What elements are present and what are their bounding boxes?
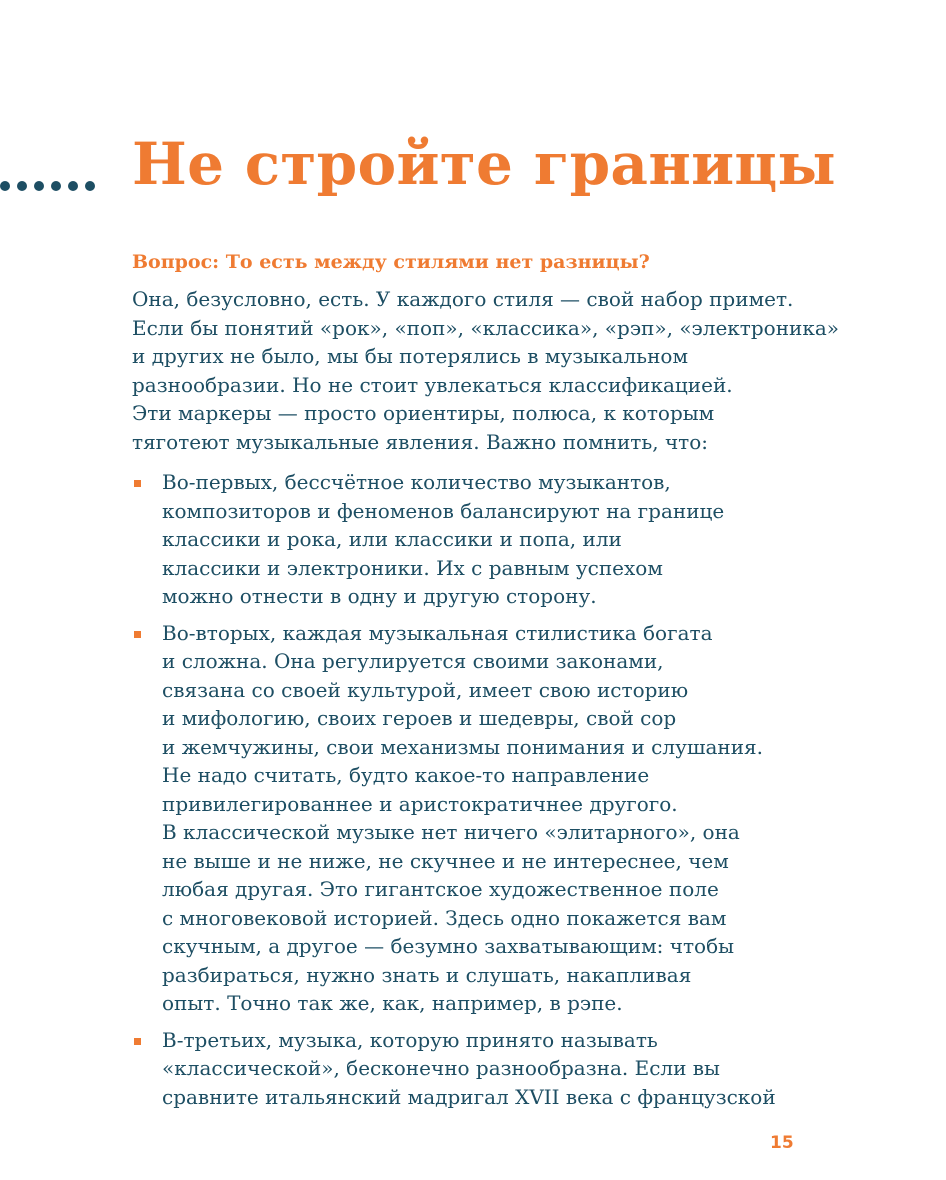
- dot: [17, 181, 27, 191]
- dot: [68, 181, 78, 191]
- dot: [0, 181, 10, 191]
- list-line: и жемчужины, свои механизмы понимания и слушания.: [162, 734, 764, 759]
- list-item-third: [132, 1026, 776, 1112]
- list-line: композиторов и феноменов балансируют на границе: [162, 498, 725, 523]
- intro-line: тяготеют музыкальные явления. Важно помнить, что:: [132, 429, 709, 454]
- list-line: и сложна. Она регулируется своими законами,: [162, 649, 664, 673]
- list-line: «классической», бесконечно разнообразна. Если вы: [162, 1056, 720, 1080]
- list-line: Во-первых, бессчётное количество музыкантов,: [162, 470, 671, 494]
- list-item-text: [132, 468, 776, 611]
- bullet-list: [132, 468, 776, 1119]
- dot: [85, 181, 95, 191]
- list-line: Во-вторых, каждая музыкальная стилистика богата: [162, 620, 713, 645]
- list-line: разбираться, нужно знать и слушать, накапливая: [162, 962, 692, 987]
- question-heading: Вопрос: То есть между стилями нет разницы?: [132, 251, 650, 273]
- list-line: можно отнести в одну и другую сторону.: [162, 584, 597, 608]
- square-bullet-icon: [134, 1038, 141, 1045]
- list-line: любая другая. Это гигантское художественное поле: [162, 877, 719, 901]
- intro-paragraph: [132, 285, 839, 456]
- title-dots-decoration: [0, 181, 95, 191]
- list-line: и мифологию, своих героев и шедевры, свой сор: [162, 706, 677, 730]
- square-bullet-icon: [134, 480, 141, 487]
- list-item-second: [132, 619, 776, 1018]
- list-line: классики и рока, или классики и попа, или: [162, 527, 622, 551]
- page-number: 15: [770, 1133, 794, 1153]
- intro-line: и других не было, мы бы потерялись в музыкальном: [132, 344, 688, 368]
- intro-line: Если бы понятий «рок», «поп», «классика», «рэп», «электроника»: [132, 315, 840, 340]
- intro-line: разнообразии. Но не стоит увлекаться классификацией.: [132, 372, 733, 397]
- list-line: не выше и не ниже, не скучнее и не интереснее, чем: [162, 848, 729, 873]
- dot: [51, 181, 61, 191]
- list-line: опыт. Точно так же, как, например, в рэпе.: [162, 991, 623, 1015]
- list-line: классики и электроники. Их с равным успехом: [162, 555, 663, 580]
- list-line: скучным, а другое — безумно захватывающим: чтобы: [162, 934, 735, 958]
- list-line: привилегированнее и аристократичнее другого.: [162, 791, 678, 816]
- intro-line: Эти маркеры — просто ориентиры, полюса, к которым: [132, 401, 715, 425]
- intro-line: Она, безусловно, есть. У каждого стиля — свой набор примет.: [132, 287, 794, 311]
- list-item-first: [132, 468, 776, 611]
- square-bullet-icon: [134, 631, 141, 638]
- list-line: с многовековой историей. Здесь одно покажется вам: [162, 905, 727, 930]
- dot: [34, 181, 44, 191]
- list-line: сравните итальянский мадригал XVII века с французской: [162, 1084, 776, 1109]
- list-item-text: [132, 619, 776, 1018]
- list-line: Не надо считать, будто какое-то направление: [162, 763, 650, 787]
- list-line: связана со своей культурой, имеет свою историю: [162, 677, 689, 702]
- list-line: В классической музыке нет ничего «элитарного», она: [162, 820, 740, 844]
- list-line: В-третьих, музыка, которую принято называть: [162, 1027, 658, 1052]
- page-title: Не стройте границы: [132, 130, 836, 198]
- list-item-text: [132, 1026, 776, 1112]
